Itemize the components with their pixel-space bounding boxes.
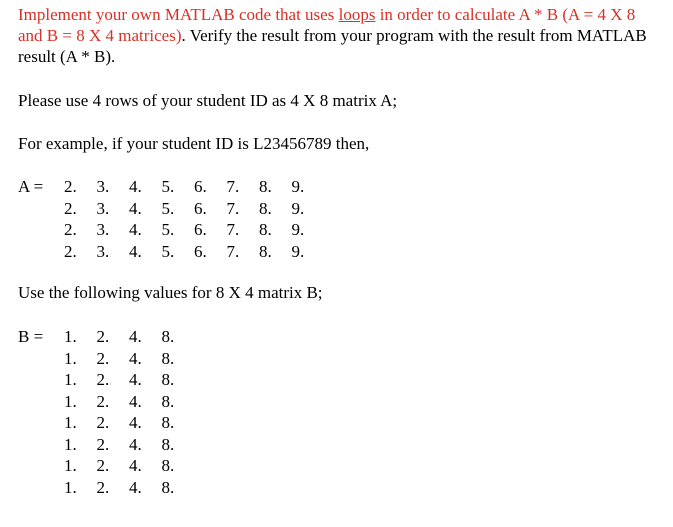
matrix-a-cell: 6. (194, 241, 207, 261)
matrix-b-cell: 1. (64, 327, 77, 346)
matrix-a-cell: 8. (259, 177, 272, 196)
matrix-a-cell: 3. (96, 220, 110, 239)
matrix-b-cell: 1. (64, 391, 77, 411)
matrix-a-cell: 8. (259, 198, 272, 218)
matrix-a-block (18, 176, 663, 262)
matrix-a-cell: 3. (96, 177, 110, 196)
matrix-a-cell: 7. (226, 220, 240, 239)
matrix-b-cell: 8. (161, 413, 175, 432)
matrix-b-cell: 1. (64, 477, 77, 497)
matrix-b-block (18, 326, 663, 498)
matrix-b-cell: 1. (64, 370, 77, 389)
matrix-a-cell: 5. (161, 241, 175, 261)
matrix-a-cell: 2. (64, 198, 77, 218)
matrix-b-cell: 1. (64, 434, 77, 454)
matrix-b-cell: 8. (161, 327, 175, 346)
assignment-instructions (18, 4, 663, 67)
matrix-a-cell: 8. (259, 220, 272, 239)
matrix-a-cell: 2. (64, 177, 77, 196)
instruction-red-middle: in order to calculate A * B (A = 4 X 8 and B = 8 X 4 matrices) (18, 5, 636, 45)
instruction-black-rest: . Verify the result from your program with the result from MATLAB result (A * B). (18, 26, 647, 66)
matrix-a-label: A = (18, 177, 44, 196)
matrix-b-cell: 8. (161, 370, 175, 389)
matrix-b-instruction: Use the following values for 8 X 4 matrix B; (18, 283, 323, 302)
matrix-a-grid (64, 176, 324, 262)
matrix-b-label: B = (18, 327, 44, 346)
matrix-a-cell: 9. (291, 241, 305, 261)
matrix-b-cell: 4. (129, 413, 142, 432)
matrix-b-grid (64, 326, 194, 498)
matrix-a-cell: 5. (161, 177, 175, 196)
matrix-b-cell: 4. (129, 370, 142, 389)
matrix-a-cell: 5. (161, 220, 175, 239)
matrix-b-cell: 8. (161, 391, 175, 411)
loops-link[interactable]: loops (338, 5, 376, 24)
matrix-a-cell: 9. (291, 198, 305, 218)
example-line: For example, if your student ID is L23456789 then, (18, 134, 370, 153)
matrix-b-cell: 1. (64, 413, 77, 432)
matrix-a-cell: 3. (96, 241, 110, 261)
matrix-b-cell: 2. (96, 477, 110, 497)
matrix-a-cell: 2. (64, 220, 77, 239)
student-id-instruction: Please use 4 rows of your student ID as 4 X 8 matrix A; (18, 91, 398, 110)
matrix-b-cell: 8. (161, 348, 175, 368)
document-body (18, 4, 663, 498)
matrix-b-cell: 2. (96, 391, 110, 411)
matrix-b-cell: 8. (161, 456, 175, 475)
matrix-b-cell: 4. (129, 348, 142, 368)
matrix-b-cell: 2. (96, 434, 110, 454)
matrix-b-cell: 8. (161, 477, 175, 497)
matrix-a-cell: 4. (129, 198, 142, 218)
matrix-b-cell: 2. (96, 456, 110, 475)
matrix-b-cell: 2. (96, 327, 110, 346)
matrix-a-cell: 7. (226, 198, 240, 218)
matrix-a-cell: 6. (194, 177, 207, 196)
matrix-a-cell: 3. (96, 198, 110, 218)
matrix-b-cell: 4. (129, 434, 142, 454)
matrix-a-cell: 6. (194, 220, 207, 239)
matrix-a-cell: 9. (291, 220, 305, 239)
matrix-b-cell: 2. (96, 370, 110, 389)
matrix-b-cell: 2. (96, 348, 110, 368)
matrix-a-cell: 7. (226, 177, 240, 196)
matrix-b-cell: 8. (161, 434, 175, 454)
matrix-b-cell: 4. (129, 327, 142, 346)
matrix-a-cell: 8. (259, 241, 272, 261)
matrix-a-cell: 2. (64, 241, 77, 261)
instruction-red-prefix: Implement your own MATLAB code that uses (18, 5, 339, 24)
matrix-a-cell: 4. (129, 220, 142, 239)
matrix-a-cell: 5. (161, 198, 175, 218)
matrix-b-cell: 1. (64, 456, 77, 475)
matrix-a-cell: 6. (194, 198, 207, 218)
matrix-a-cell: 9. (291, 177, 305, 196)
matrix-b-cell: 4. (129, 456, 142, 475)
matrix-b-cell: 2. (96, 413, 110, 432)
matrix-b-cell: 1. (64, 348, 77, 368)
matrix-b-cell: 4. (129, 391, 142, 411)
matrix-b-cell: 4. (129, 477, 142, 497)
matrix-a-cell: 7. (226, 241, 240, 261)
matrix-a-cell: 4. (129, 177, 142, 196)
matrix-a-cell: 4. (129, 241, 142, 261)
